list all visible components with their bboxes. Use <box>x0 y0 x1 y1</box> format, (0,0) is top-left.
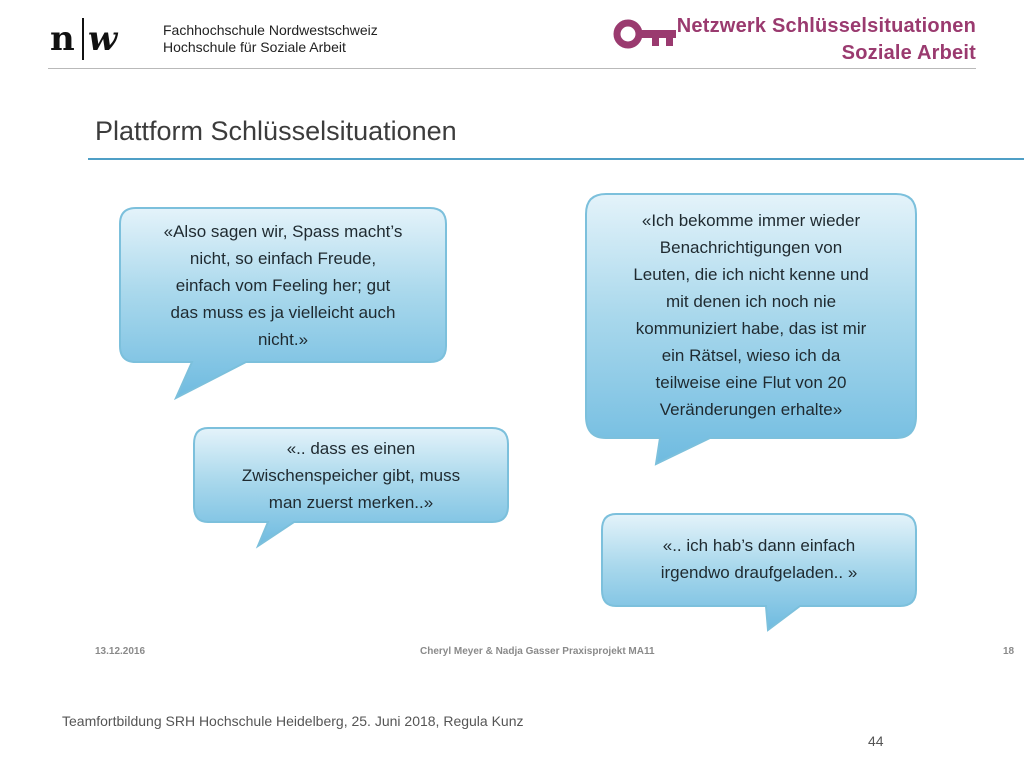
quote-line: Leuten, die ich nicht kenne und <box>633 265 869 284</box>
slide-title: Plattform Schlüsselsituationen <box>95 116 457 146</box>
school-name <box>163 22 378 56</box>
quote-line: «.. dass es einen <box>286 438 416 458</box>
network-line-1: Netzwerk Schlüsselsituationen <box>676 15 976 37</box>
quote-line: Zwischenspeicher gibt, muss <box>241 465 461 485</box>
quote-bubble-1 <box>118 206 448 366</box>
quote-line: man zuerst merken..» <box>268 492 434 512</box>
school-line-1: Fachhochschule Nordwestschweiz <box>163 22 378 38</box>
quote-text-1 <box>118 206 448 364</box>
inner-footer-page: 18 <box>1003 646 1015 657</box>
quote-text-3 <box>584 192 918 438</box>
network-line-2: Soziale Arbeit <box>841 42 976 64</box>
quote-text-2 <box>192 426 510 524</box>
quote-line: «Ich bekomme immer wieder <box>641 211 861 230</box>
inner-footer-date: 13.12.2016 <box>95 646 146 657</box>
school-line-2: Hochschule für Soziale Arbeit <box>163 39 346 55</box>
quote-line: «.. ich hab’s dann einfach <box>662 536 856 555</box>
quote-line: «Also sagen wir, Spass macht’s <box>163 221 403 241</box>
inner-footer-authors: Cheryl Meyer & Nadja Gasser Praxisprojekt MA11 <box>420 646 655 657</box>
quote-line: Benachrichtigungen von <box>659 238 843 257</box>
quote-line: teilweise eine Flut von 20 <box>655 373 847 392</box>
quote-line: das muss es ja vielleicht auch <box>170 302 396 322</box>
key-icon <box>612 14 678 54</box>
quote-line: Veränderungen erhalte» <box>659 400 843 419</box>
footer-text: Teamfortbildung SRH Hochschule Heidelberg, 25. Juni 2018, Regula Kunz <box>62 713 524 729</box>
quote-bubble-4 <box>600 512 918 608</box>
page-number: 44 <box>868 733 884 749</box>
quote-line: irgendwo draufgeladen.. » <box>660 563 858 582</box>
quote-line: nicht, so einfach Freude, <box>189 248 377 268</box>
quote-line: ein Rätsel, wieso ich da <box>661 346 841 365</box>
title-underline <box>88 158 1024 160</box>
fhnw-logo <box>50 14 160 62</box>
header-divider <box>48 68 976 69</box>
svg-text:w: w <box>88 19 118 59</box>
quote-line: mit denen ich noch nie <box>665 292 837 311</box>
network-title <box>677 13 976 67</box>
svg-text:n: n <box>50 19 75 59</box>
quote-text-4 <box>600 512 918 606</box>
quote-bubble-3 <box>584 192 918 444</box>
quote-line: nicht.» <box>257 329 309 349</box>
quote-bubble-2 <box>192 426 510 526</box>
quote-line: kommuniziert habe, das ist mir <box>635 319 867 338</box>
quote-line: einfach vom Feeling her; gut <box>175 275 391 295</box>
